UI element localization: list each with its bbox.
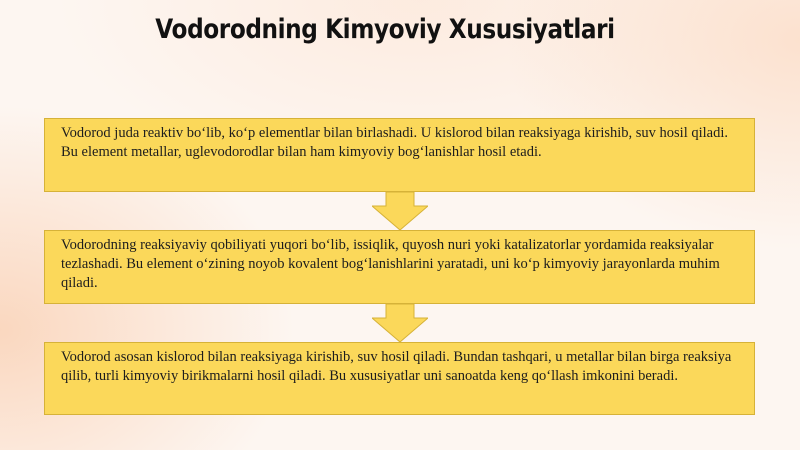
info-box-3-text: Vodorod asosan kislorod bilan reaksiyaga kirishib, suv hosil qiladi. Bundan tashqari, u metallar bilan birga reaksiya qilib, turli kimyoviy birikmalarni hosil qiladi. Bu xususiyatlar uni sanoatda keng qo‘llash imkonini beradi. — [61, 349, 732, 384]
down-arrow-icon — [372, 192, 428, 230]
info-box-3 — [44, 342, 755, 415]
info-box-1-text: Vodorod juda reaktiv bo‘lib, ko‘p elementlar bilan birlashadi. U kislorod bilan reaksiyaga kirishib, suv hosil qiladi. Bu element metallar, uglevodorodlar bilan ham kimyoviy bog‘lanishlar hosil etadi. — [61, 125, 729, 160]
info-box-2-text: Vodorodning reaksiyaviy qobiliyati yuqori bo‘lib, issiqlik, quyosh nuri yoki katalizatorlar yordamida reaksiyalar tezlashadi. Bu element o‘zining noyob kovalent bog‘lanishlarini yaratadi, uni ko‘p kimyoviy jarayonlarda muhim qiladi. — [61, 237, 720, 291]
down-arrow-icon — [372, 304, 428, 342]
info-box-1 — [44, 118, 755, 192]
info-box-2 — [44, 230, 755, 304]
slide-title: Vodorodning Kimyoviy Xususiyatlari — [155, 14, 615, 45]
